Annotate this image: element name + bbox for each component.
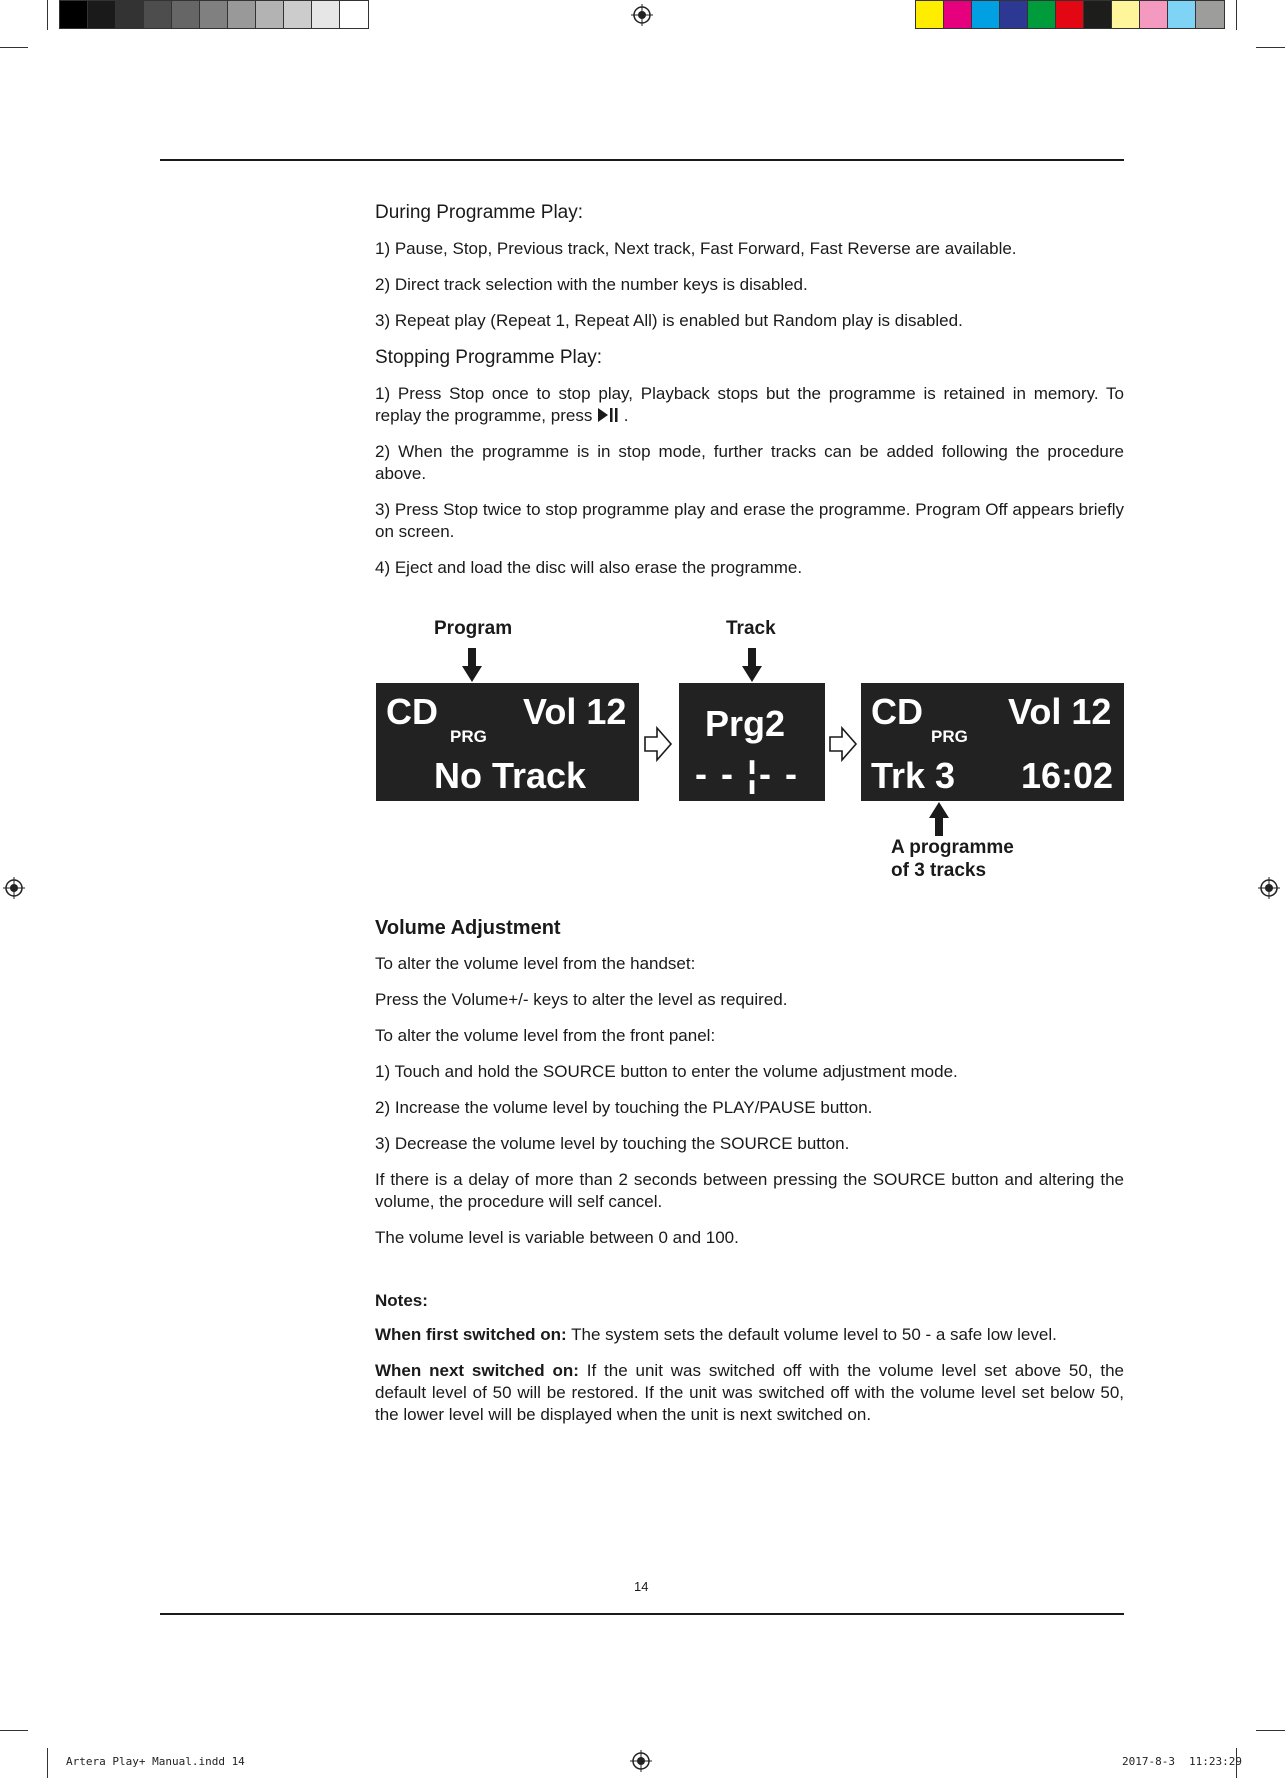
color-swatch xyxy=(312,1,340,28)
note-text: The system sets the default volume level to 50 - a safe low level. xyxy=(566,1325,1057,1344)
note-label: When next switched on: xyxy=(375,1361,579,1380)
lcd-track: Trk 3 xyxy=(871,755,956,796)
list-item-text-end: . xyxy=(619,406,629,425)
section-heading-volume: Volume Adjustment xyxy=(375,917,561,939)
lcd-time: 16:02 xyxy=(1021,755,1114,796)
color-swatch xyxy=(972,1,1000,28)
registration-mark-icon xyxy=(3,877,25,899)
color-swatch xyxy=(116,1,144,28)
footer-rule xyxy=(160,1613,1124,1615)
arrow-right-outline-icon xyxy=(643,726,673,762)
color-swatch xyxy=(172,1,200,28)
paragraph: 1) Touch and hold the SOURCE button to enter the volume adjustment mode. xyxy=(375,1062,958,1081)
note-label: When first switched on: xyxy=(375,1325,567,1344)
diagram-label-track: Track xyxy=(726,618,776,639)
section-heading-programme-play: During Programme Play: xyxy=(375,202,584,223)
lcd-track-placeholder: - - ¦- - xyxy=(695,753,800,794)
lcd-volume: Vol 12 xyxy=(523,691,627,732)
paragraph: 2) Increase the volume level by touching the PLAY/PAUSE button. xyxy=(375,1098,873,1117)
list-item: 3) Repeat play (Repeat 1, Repeat All) is enabled but Random play is disabled. xyxy=(375,311,963,330)
list-item: 2) When the programme is in stop mode, further tracks can be added following the procedure above. xyxy=(375,442,1124,483)
paragraph: Press the Volume+/- keys to alter the level as required. xyxy=(375,990,788,1009)
play-pause-icon xyxy=(597,407,619,423)
list-item: 2) Direct track selection with the number keys is disabled. xyxy=(375,275,808,294)
crop-mark xyxy=(0,1730,28,1731)
lcd-volume: Vol 12 xyxy=(1008,691,1112,732)
color-swatch xyxy=(256,1,284,28)
lcd-mode: PRG xyxy=(931,727,968,746)
note-text: If the unit was switched off with the volume level set above 50, the default level of 50 will be restored. If the unit was switched off with the volume level set below 50, the lower level will be displayed when the unit is next switched on. xyxy=(375,1361,1125,1424)
color-swatch xyxy=(916,1,944,28)
color-swatch xyxy=(1084,1,1112,28)
diagram-caption-line1: A programme xyxy=(891,837,1014,858)
color-swatch xyxy=(144,1,172,28)
color-swatch xyxy=(60,1,88,28)
color-swatch xyxy=(944,1,972,28)
arrow-down-icon xyxy=(742,648,762,682)
note-next-switched-on xyxy=(375,1360,1124,1426)
color-swatch xyxy=(88,1,116,28)
crop-mark xyxy=(1236,0,1237,30)
lcd-mode: PRG xyxy=(450,727,487,746)
color-swatch xyxy=(1196,1,1224,28)
paragraph: To alter the volume level from the handset: xyxy=(375,954,696,973)
color-swatch xyxy=(340,1,368,28)
diagram-label-program: Program xyxy=(434,618,513,639)
paragraph: If there is a delay of more than 2 seconds between pressing the SOURCE button and altering the volume, the procedure will self cancel. xyxy=(375,1170,1124,1211)
process-color-bar xyxy=(915,0,1225,29)
slug-date: 2017-8-3 xyxy=(1122,1755,1175,1768)
paragraph: 3) Decrease the volume level by touching the SOURCE button. xyxy=(375,1134,850,1153)
arrow-right-outline-icon xyxy=(828,726,858,762)
color-swatch xyxy=(200,1,228,28)
header-rule xyxy=(160,159,1124,161)
registration-mark-icon xyxy=(631,4,653,26)
color-swatch xyxy=(1112,1,1140,28)
paragraph: The volume level is variable between 0 and 100. xyxy=(375,1228,739,1247)
page-number: 14 xyxy=(634,1579,649,1594)
lcd-program-number: Prg2 xyxy=(705,703,786,744)
slug-filename: Artera Play+ Manual.indd 14 xyxy=(66,1755,245,1768)
crop-mark xyxy=(1256,1730,1285,1731)
notes-heading: Notes: xyxy=(375,1291,428,1310)
lcd-panel-no-track xyxy=(376,683,639,801)
lcd-panel-programme-playing xyxy=(861,683,1124,801)
color-swatch xyxy=(1168,1,1196,28)
list-item-text: 1) Press Stop once to stop play, Playback stops but the programme is retained in memory. To replay the programme, press xyxy=(375,384,1124,425)
color-swatch xyxy=(1056,1,1084,28)
crop-mark xyxy=(47,0,48,30)
lcd-status: No Track xyxy=(434,755,587,796)
color-swatch xyxy=(1140,1,1168,28)
list-item xyxy=(375,383,1124,427)
arrow-down-icon xyxy=(462,648,482,682)
color-swatch xyxy=(1000,1,1028,28)
color-swatch xyxy=(228,1,256,28)
diagram-caption-line2: of 3 tracks xyxy=(891,860,987,881)
registration-mark-icon xyxy=(630,1750,652,1772)
crop-mark xyxy=(0,47,28,48)
crop-mark xyxy=(1256,47,1285,48)
lcd-panel-program-entry xyxy=(679,683,825,801)
color-swatch xyxy=(284,1,312,28)
section-heading-stopping-programme: Stopping Programme Play: xyxy=(375,347,603,368)
note-first-switched-on xyxy=(375,1324,1124,1346)
lcd-source: CD xyxy=(871,691,923,732)
arrow-up-icon xyxy=(929,802,949,836)
lcd-source: CD xyxy=(386,691,438,732)
paragraph: To alter the volume level from the front panel: xyxy=(375,1026,716,1045)
crop-mark xyxy=(47,1748,48,1778)
registration-mark-icon xyxy=(1258,877,1280,899)
list-item: 4) Eject and load the disc will also erase the programme. xyxy=(375,558,803,577)
grayscale-color-bar xyxy=(59,0,369,29)
color-swatch xyxy=(1028,1,1056,28)
list-item: 3) Press Stop twice to stop programme play and erase the programme. Program Off appears briefly on screen. xyxy=(375,500,1124,541)
list-item: 1) Pause, Stop, Previous track, Next track, Fast Forward, Fast Reverse are available. xyxy=(375,239,1017,258)
slug-time: 11:23:29 xyxy=(1189,1755,1242,1768)
